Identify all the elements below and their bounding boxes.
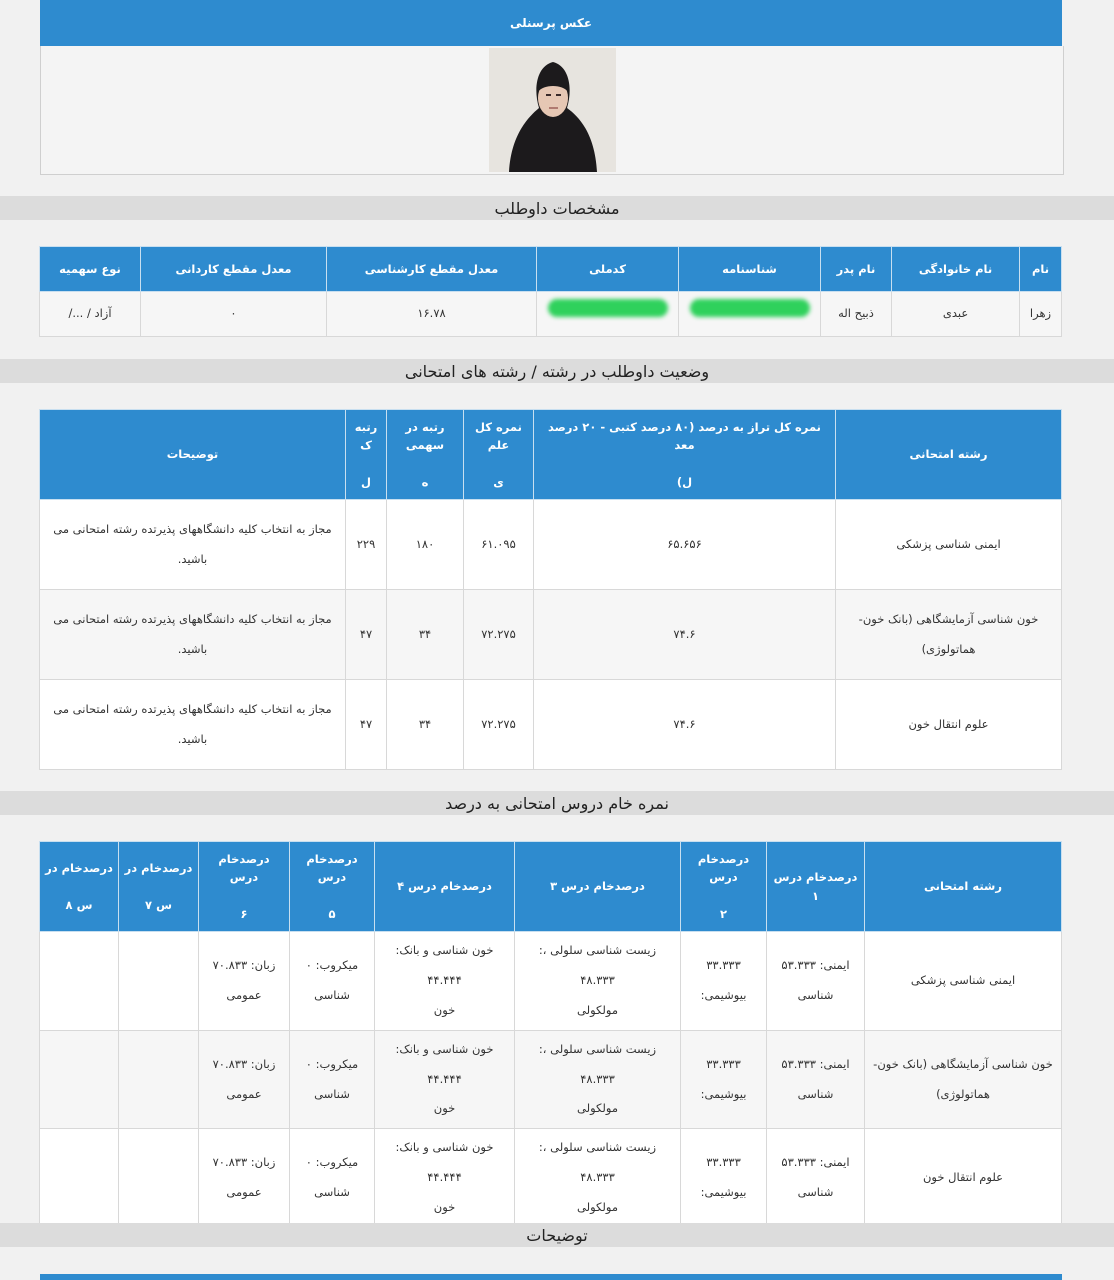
raw-course4-line1: خون شناسی و بانک: ۴۴.۴۴۴ <box>395 1041 494 1086</box>
raw-course2-line1: ۳۳.۳۳۳ <box>706 957 741 972</box>
status-field: علوم انتقال خون <box>836 680 1062 770</box>
candidate-section-title <box>0 196 1114 220</box>
status-row <box>40 500 1062 590</box>
raw-course6-line1: زبان: ۷۰.۸۳۳ <box>212 957 276 972</box>
bachelor-gpa: ۱۶.۷۸ <box>327 292 537 337</box>
last-name: عبدی <box>892 292 1020 337</box>
status-score: ۷۴.۶ <box>534 680 836 770</box>
header-bachelor-gpa: معدل مقطع کارشناسی <box>327 247 537 292</box>
raw-course5 <box>290 932 375 1031</box>
status-notes-line1: مجاز به انتخاب کلیه دانشگاههای پذیرتده رشته امتحانی می <box>53 521 332 536</box>
raw-course2-line1: ۳۳.۳۳۳ <box>706 1056 741 1071</box>
raw-field <box>865 1129 1062 1228</box>
raw-course3 <box>515 932 681 1031</box>
status-row <box>40 590 1062 680</box>
raw-course4-line2: خون <box>433 1101 456 1116</box>
raw-header-course6-sub: ۶ <box>240 906 248 921</box>
raw-course5-line2: شناسی <box>314 1185 350 1200</box>
raw-course3 <box>515 1030 681 1129</box>
raw-course6 <box>199 932 290 1031</box>
raw-field <box>865 932 1062 1031</box>
status-header-score-sub: ل) <box>676 474 693 489</box>
father-name: ذبیح اله <box>821 292 892 337</box>
raw-header-course2-text: درصدخام درس <box>697 851 750 885</box>
raw-course8 <box>40 1030 119 1129</box>
status-header-rank-quota-sub: ه <box>421 474 429 489</box>
raw-field <box>865 1030 1062 1129</box>
raw-header-course5 <box>290 842 375 932</box>
status-header-rank-quota-text: رتبه در سهمی <box>405 419 445 453</box>
raw-course2 <box>681 1129 767 1228</box>
first-name: زهرا <box>1020 292 1062 337</box>
status-header-total-text: نمره کل علم <box>475 419 522 453</box>
raw-course4-line2: خون <box>433 1200 456 1215</box>
raw-course7 <box>119 932 199 1031</box>
raw-course1-line2: شناسی <box>797 1086 834 1101</box>
photo-section-header <box>40 0 1062 46</box>
raw-course4 <box>375 1030 515 1129</box>
status-score: ۷۴.۶ <box>534 590 836 680</box>
personal-photo <box>489 48 616 172</box>
status-notes-line2: باشید. <box>177 731 208 746</box>
raw-course4 <box>375 1129 515 1228</box>
raw-header-course3: درصدخام درس ۳ <box>515 842 681 932</box>
raw-header-course2 <box>681 842 767 932</box>
raw-header-course8 <box>40 842 119 932</box>
status-header-field: رشته امتحانی <box>836 410 1062 500</box>
raw-header-course6-text: درصدخام درس <box>218 851 270 885</box>
raw-header-course5-text: درصدخام درس <box>306 851 358 885</box>
raw-course3-line2: مولکولی <box>577 1002 618 1017</box>
raw-course4-line1: خون شناسی و بانک: ۴۴.۴۴۴ <box>395 943 494 987</box>
status-header-rank-total-sub: ل <box>361 474 371 489</box>
status-header-total <box>464 410 534 500</box>
raw-course3-line1: زیست شناسی سلولی ،: ۴۸.۳۳۳ <box>538 1041 657 1086</box>
status-notes-line1: مجاز به انتخاب کلیه دانشگاههای پذیرتده رشته امتحانی می <box>53 611 332 626</box>
status-notes-line2: باشید. <box>177 551 208 566</box>
status-field-line2: هماتولوژی) <box>921 641 976 656</box>
status-field-line1: خون شناسی آزمایشگاهی (بانک خون- <box>858 611 1039 626</box>
status-rank-quota: ۳۴ <box>387 590 464 680</box>
raw-course7 <box>119 1129 199 1228</box>
header-last-name: نام خانوادگی <box>892 247 1020 292</box>
raw-row <box>40 1030 1062 1129</box>
raw-course3-line2: مولکولی <box>577 1101 618 1116</box>
raw-course5 <box>290 1129 375 1228</box>
status-total: ۷۲.۲۷۵ <box>464 590 534 680</box>
status-header-rank-quota <box>387 410 464 500</box>
raw-course6 <box>199 1129 290 1228</box>
raw-header-course8-sub: س ۸ <box>65 897 93 912</box>
status-section-title <box>0 359 1114 383</box>
status-notes <box>40 680 346 770</box>
raw-course3 <box>515 1129 681 1228</box>
status-rank-total: ۴۷ <box>346 680 387 770</box>
raw-header-course8-text: درصدخام در <box>45 861 113 876</box>
status-field <box>836 590 1062 680</box>
raw-header-course2-sub: ۲ <box>719 906 728 921</box>
notes-section-title <box>0 1223 1114 1247</box>
candidate-section-title-text: مشخصات داوطلب <box>494 198 620 218</box>
raw-header-course7 <box>119 842 199 932</box>
header-quota-type: نوع سهمیه <box>40 247 141 292</box>
raw-scores-table <box>40 841 1062 1228</box>
status-header-score <box>534 410 836 500</box>
raw-course2 <box>681 1030 767 1129</box>
raw-course1 <box>767 932 865 1031</box>
raw-course1-line1: ایمنی: ۵۳.۳۳۳ <box>781 1155 850 1170</box>
status-row <box>40 680 1062 770</box>
raw-course1 <box>767 1129 865 1228</box>
raw-field-line1: علوم انتقال خون <box>922 1170 1004 1185</box>
raw-course5-line1: میکروب: ۰ <box>305 957 359 972</box>
raw-course5-line2: شناسی <box>314 1086 350 1101</box>
raw-course6-line1: زبان: ۷۰.۸۳۳ <box>212 1056 276 1071</box>
raw-course6-line2: عمومی <box>226 987 262 1002</box>
header-associate-gpa: معدل مقطع کاردانی <box>141 247 327 292</box>
raw-course1-line1: ایمنی: ۵۳.۳۳۳ <box>781 1056 850 1071</box>
status-total: ۷۲.۲۷۵ <box>464 680 534 770</box>
raw-header-course5-sub: ۵ <box>328 906 336 921</box>
candidate-table <box>40 246 1062 337</box>
raw-course7 <box>119 1030 199 1129</box>
raw-course1-line2: شناسی <box>797 1185 834 1200</box>
raw-header-course1: درصدخام درس ۱ <box>767 842 865 932</box>
status-header-notes: توضیحات <box>40 410 346 500</box>
raw-course1-line2: شناسی <box>797 987 834 1002</box>
raw-field-line1: خون شناسی آزمایشگاهی (بانک خون- <box>873 1056 1053 1071</box>
status-header-score-text: نمره کل تراز به درصد (۸۰ درصد کتبی - ۲۰ درصد معد <box>548 419 821 453</box>
raw-course3-line2: مولکولی <box>577 1200 618 1215</box>
raw-header-course6 <box>199 842 290 932</box>
id-number-redacted <box>679 292 821 337</box>
raw-course4-line1: خون شناسی و بانک: ۴۴.۴۴۴ <box>395 1140 494 1185</box>
header-first-name: نام <box>1020 247 1062 292</box>
header-national-code: کدملی <box>537 247 679 292</box>
raw-header-course7-sub: س ۷ <box>145 897 172 912</box>
status-notes <box>40 590 346 680</box>
quota-type: آزاد / .../ <box>40 292 141 337</box>
status-notes-line2: باشید. <box>177 641 208 656</box>
status-rank-total: ۴۷ <box>346 590 387 680</box>
associate-gpa: ۰ <box>141 292 327 337</box>
status-notes <box>40 500 346 590</box>
status-table <box>40 409 1062 770</box>
raw-course6 <box>199 1030 290 1129</box>
raw-course2-line2: بیوشیمی: <box>700 1185 747 1200</box>
raw-course8 <box>40 932 119 1031</box>
raw-row <box>40 932 1062 1031</box>
raw-header-course4: درصدخام درس ۴ <box>375 842 515 932</box>
raw-course3-line1: زیست شناسی سلولی ،: ۴۸.۳۳۳ <box>538 943 657 987</box>
raw-field-line1: ایمنی شناسی پزشکی <box>910 972 1016 987</box>
raw-course5 <box>290 1030 375 1129</box>
raw-course3-line1: زیست شناسی سلولی ،: ۴۸.۳۳۳ <box>538 1140 657 1185</box>
raw-course2-line2: بیوشیمی: <box>700 987 747 1002</box>
status-header-rank-total-text: رتبه ک <box>354 419 378 453</box>
photo-section-title: عکس پرسنلی <box>509 16 593 30</box>
status-rank-quota: ۱۸۰ <box>387 500 464 590</box>
raw-header-field: رشته امتحانی <box>865 842 1062 932</box>
notes-section-title-text: توضیحات <box>526 1225 588 1245</box>
raw-course1 <box>767 1030 865 1129</box>
status-score: ۶۵.۶۵۶ <box>534 500 836 590</box>
raw-course2 <box>681 932 767 1031</box>
header-id-number: شناسنامه <box>679 247 821 292</box>
raw-course5-line1: میکروب: ۰ <box>305 1155 359 1170</box>
raw-course4 <box>375 932 515 1031</box>
status-header-total-sub: ی <box>493 474 504 489</box>
raw-field-line2: هماتولوژی) <box>936 1086 990 1101</box>
raw-course1-line1: ایمنی: ۵۳.۳۳۳ <box>781 957 850 972</box>
raw-course4-line2: خون <box>433 1002 456 1017</box>
national-code-redacted <box>537 292 679 337</box>
header-father-name: نام پدر <box>821 247 892 292</box>
raw-section-title <box>0 791 1114 815</box>
raw-header-course7-text: درصدخام در <box>124 861 193 876</box>
status-notes-line1: مجاز به انتخاب کلیه دانشگاههای پذیرتده رشته امتحانی می <box>53 701 332 716</box>
raw-course2-line2: بیوشیمی: <box>700 1086 747 1101</box>
notes-table-header <box>40 1274 1062 1280</box>
raw-course6-line1: زبان: ۷۰.۸۳۳ <box>212 1155 276 1170</box>
status-rank-quota: ۳۴ <box>387 680 464 770</box>
status-header-rank-total <box>346 410 387 500</box>
status-section-title-text: وضعیت داوطلب در رشته / رشته های امتحانی <box>404 361 710 381</box>
status-total: ۶۱.۰۹۵ <box>464 500 534 590</box>
status-rank-total: ۲۲۹ <box>346 500 387 590</box>
raw-course6-line2: عمومی <box>226 1086 262 1101</box>
raw-course2-line1: ۳۳.۳۳۳ <box>706 1155 741 1170</box>
raw-course6-line2: عمومی <box>226 1185 262 1200</box>
raw-course8 <box>40 1129 119 1228</box>
raw-row <box>40 1129 1062 1228</box>
raw-course5-line2: شناسی <box>314 987 350 1002</box>
raw-course5-line1: میکروب: ۰ <box>305 1056 359 1071</box>
raw-section-title-text: نمره خام دروس امتحانی به درصد <box>445 793 669 813</box>
photo-container <box>40 46 1064 175</box>
status-field: ایمنی شناسی پزشکی <box>836 500 1062 590</box>
